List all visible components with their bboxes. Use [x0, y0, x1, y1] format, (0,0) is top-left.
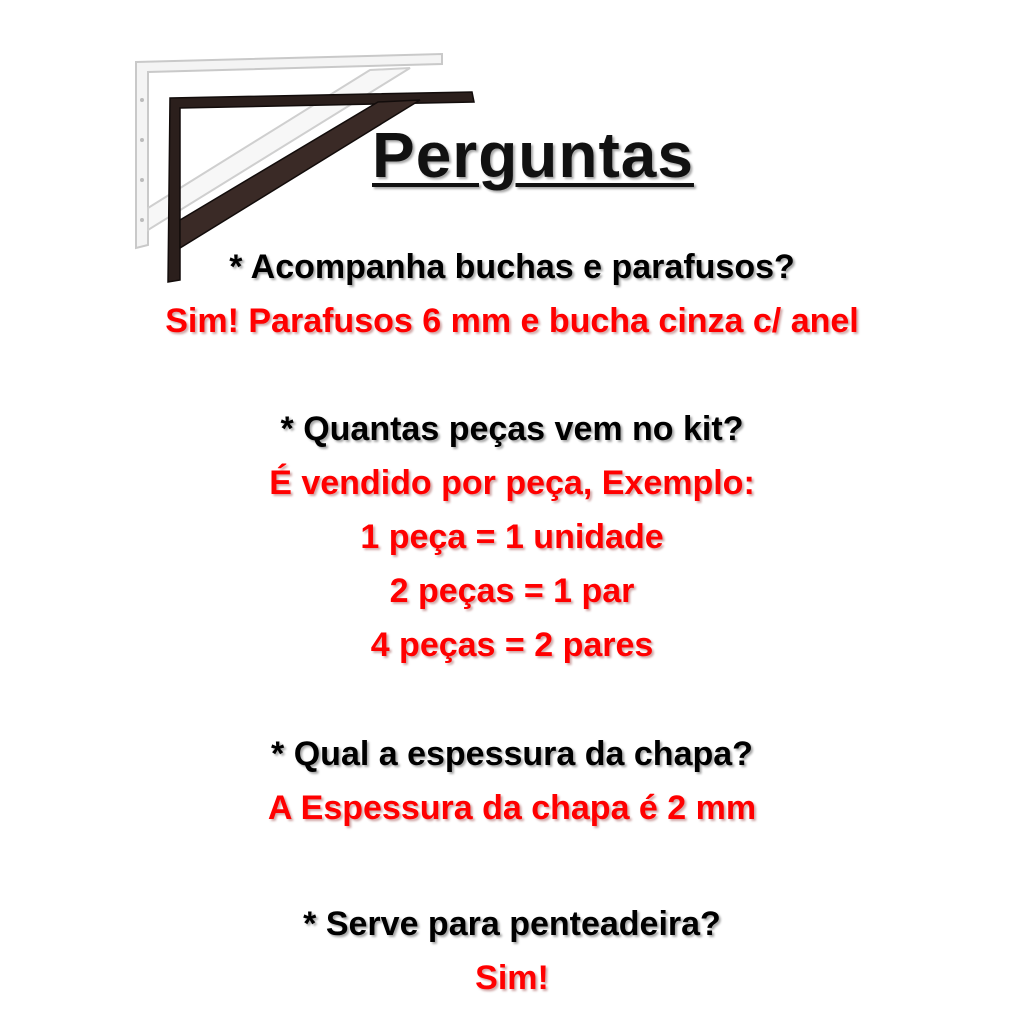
page-title: Perguntas: [372, 119, 694, 191]
question-2: * Quantas peças vem no kit?: [280, 410, 744, 448]
answer-4-line-1: Sim!: [475, 959, 549, 997]
answer-2-line-2: 1 peça = 1 unidade: [360, 518, 664, 556]
answer-1-line-1: Sim! Parafusos 6 mm e bucha cinza c/ anel: [165, 302, 859, 340]
answer-2-line-1: É vendido por peça, Exemplo:: [269, 464, 755, 502]
question-4: * Serve para penteadeira?: [303, 905, 721, 943]
question-1: * Acompanha buchas e parafusos?: [229, 248, 795, 286]
answer-2-line-3: 2 peças = 1 par: [389, 572, 635, 610]
answer-2-line-4: 4 peças = 2 pares: [370, 626, 654, 664]
question-3: * Qual a espessura da chapa?: [271, 735, 753, 773]
answer-3-line-1: A Espessura da chapa é 2 mm: [267, 789, 757, 827]
